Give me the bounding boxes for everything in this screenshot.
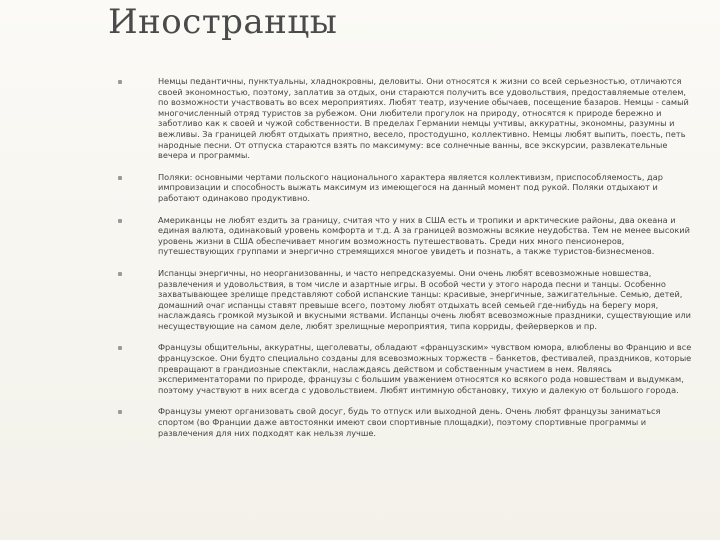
bullet-icon xyxy=(118,80,122,84)
list-item-americans xyxy=(118,215,696,257)
bullet-list xyxy=(118,76,696,449)
list-item-text: Французы умеют организовать свой досуг, будь то отпуск или выходной день. Очень любят французы заниматься спортом (во Франции даже автостоянки имеют свои спортивные площадки), поэтому спортивные программы и развлечения для них подходят как нельзя лучше. xyxy=(158,406,661,438)
bullet-icon xyxy=(118,272,122,276)
bullet-icon xyxy=(118,176,122,180)
list-item-poles xyxy=(118,172,696,204)
bullet-icon xyxy=(118,410,122,414)
list-item-text: Немцы педантичны, пунктуальны, хладнокровны, деловиты. Они относятся к жизни со всей серьезностью, отличаются своей экономностью, поэтому, заплатив за отдых, они стараются получить все удовольствия, предоставляемые отелем, по возможности участвовать во всех мероприятиях. Любят театр, изучение обычаев, посещение базаров. Немцы - самый многочисленный отряд туристов за рубежом. Они любители прогулок на природу, относятся к природе бережно и заботливо как к своей и чужой собственности. В пределах Германии немцы учтивы, аккуратны, экономны, разумны и вежливы. За границей любят отдыхать приятно, весело, простодушно, коллективно. Немцы любят выпить, поесть, петь народные песни. От отпуска стараются взять по максимуму: все солнечные ванны, все экскурсии, развлекательные вечера и программы. xyxy=(158,76,689,161)
list-item-germans xyxy=(118,76,696,161)
list-item-text: Испанцы энергичны, но неорганизованны, и часто непредсказуемы. Они очень любят всевозможные новшества, развлечения и удовольствия, в том числе и азартные игры. В особой чести у этого народа песни и танцы. Особенно захватывающее зрелище представляют собой испанские танцы: красивые, энергичные, зажигательные. Семью, детей, домашний очаг испанцы ставят превыше всего, поэтому любят отдыхать всей семьей где-нибудь на берегу моря, наслаждаясь громкой музыкой и вкусными яствами. Испанцы очень любят всевозможные праздники, существующие или несуществующие на самом деле, любят зрелищные мероприятия, типа корриды, фейерверков и пр. xyxy=(158,267,691,331)
list-item-text: Американцы не любят ездить за границу, считая что у них в США есть и тропики и арктические районы, два океана и единая валюта, одинаковый уровень комфорта и т.д. А за границей возможны всякие неудобства. Тем не менее высокий уровень жизни в США обеспечивает многим возможность путешествовать. Среди них много пенсионеров, путешествующих группами и энергично стремящихся многое увидеть и познать, а также туристов-бизнесменов. xyxy=(158,214,690,257)
bullet-icon xyxy=(118,219,122,223)
list-item-french-leisure xyxy=(118,406,696,438)
list-item-text: Французы общительны, аккуратны, щеголеваты, обладают «французским» чувством юмора, влюблены во Францию и все французское. Они будто специально созданы для всевозможных торжеств – банкетов, фестивалей, праздников, которые превращают в грандиозные спектакли, наслаждаясь действом и собственным участием в нем. Являясь экспериментаторами по природе, французы с большим уважением относятся ко всякого рода новшествам и выдумкам, поэтому участвуют в них всегда с удовольствием. Любят интимную обстановку, тихую и далекую от большого города. xyxy=(158,342,692,395)
bullet-icon xyxy=(118,346,122,350)
list-item-french xyxy=(118,342,696,395)
list-item-text: Поляки: основными чертами польского национального характера является коллективизм, приспособляемость, дар импровизации и способность выжать максимум из имеющегося на данный момент под рукой. Поляки отдыхают и работают одинаково продуктивно. xyxy=(158,171,663,203)
list-item-spaniards xyxy=(118,268,696,332)
page-title: Иностранцы xyxy=(108,2,338,42)
